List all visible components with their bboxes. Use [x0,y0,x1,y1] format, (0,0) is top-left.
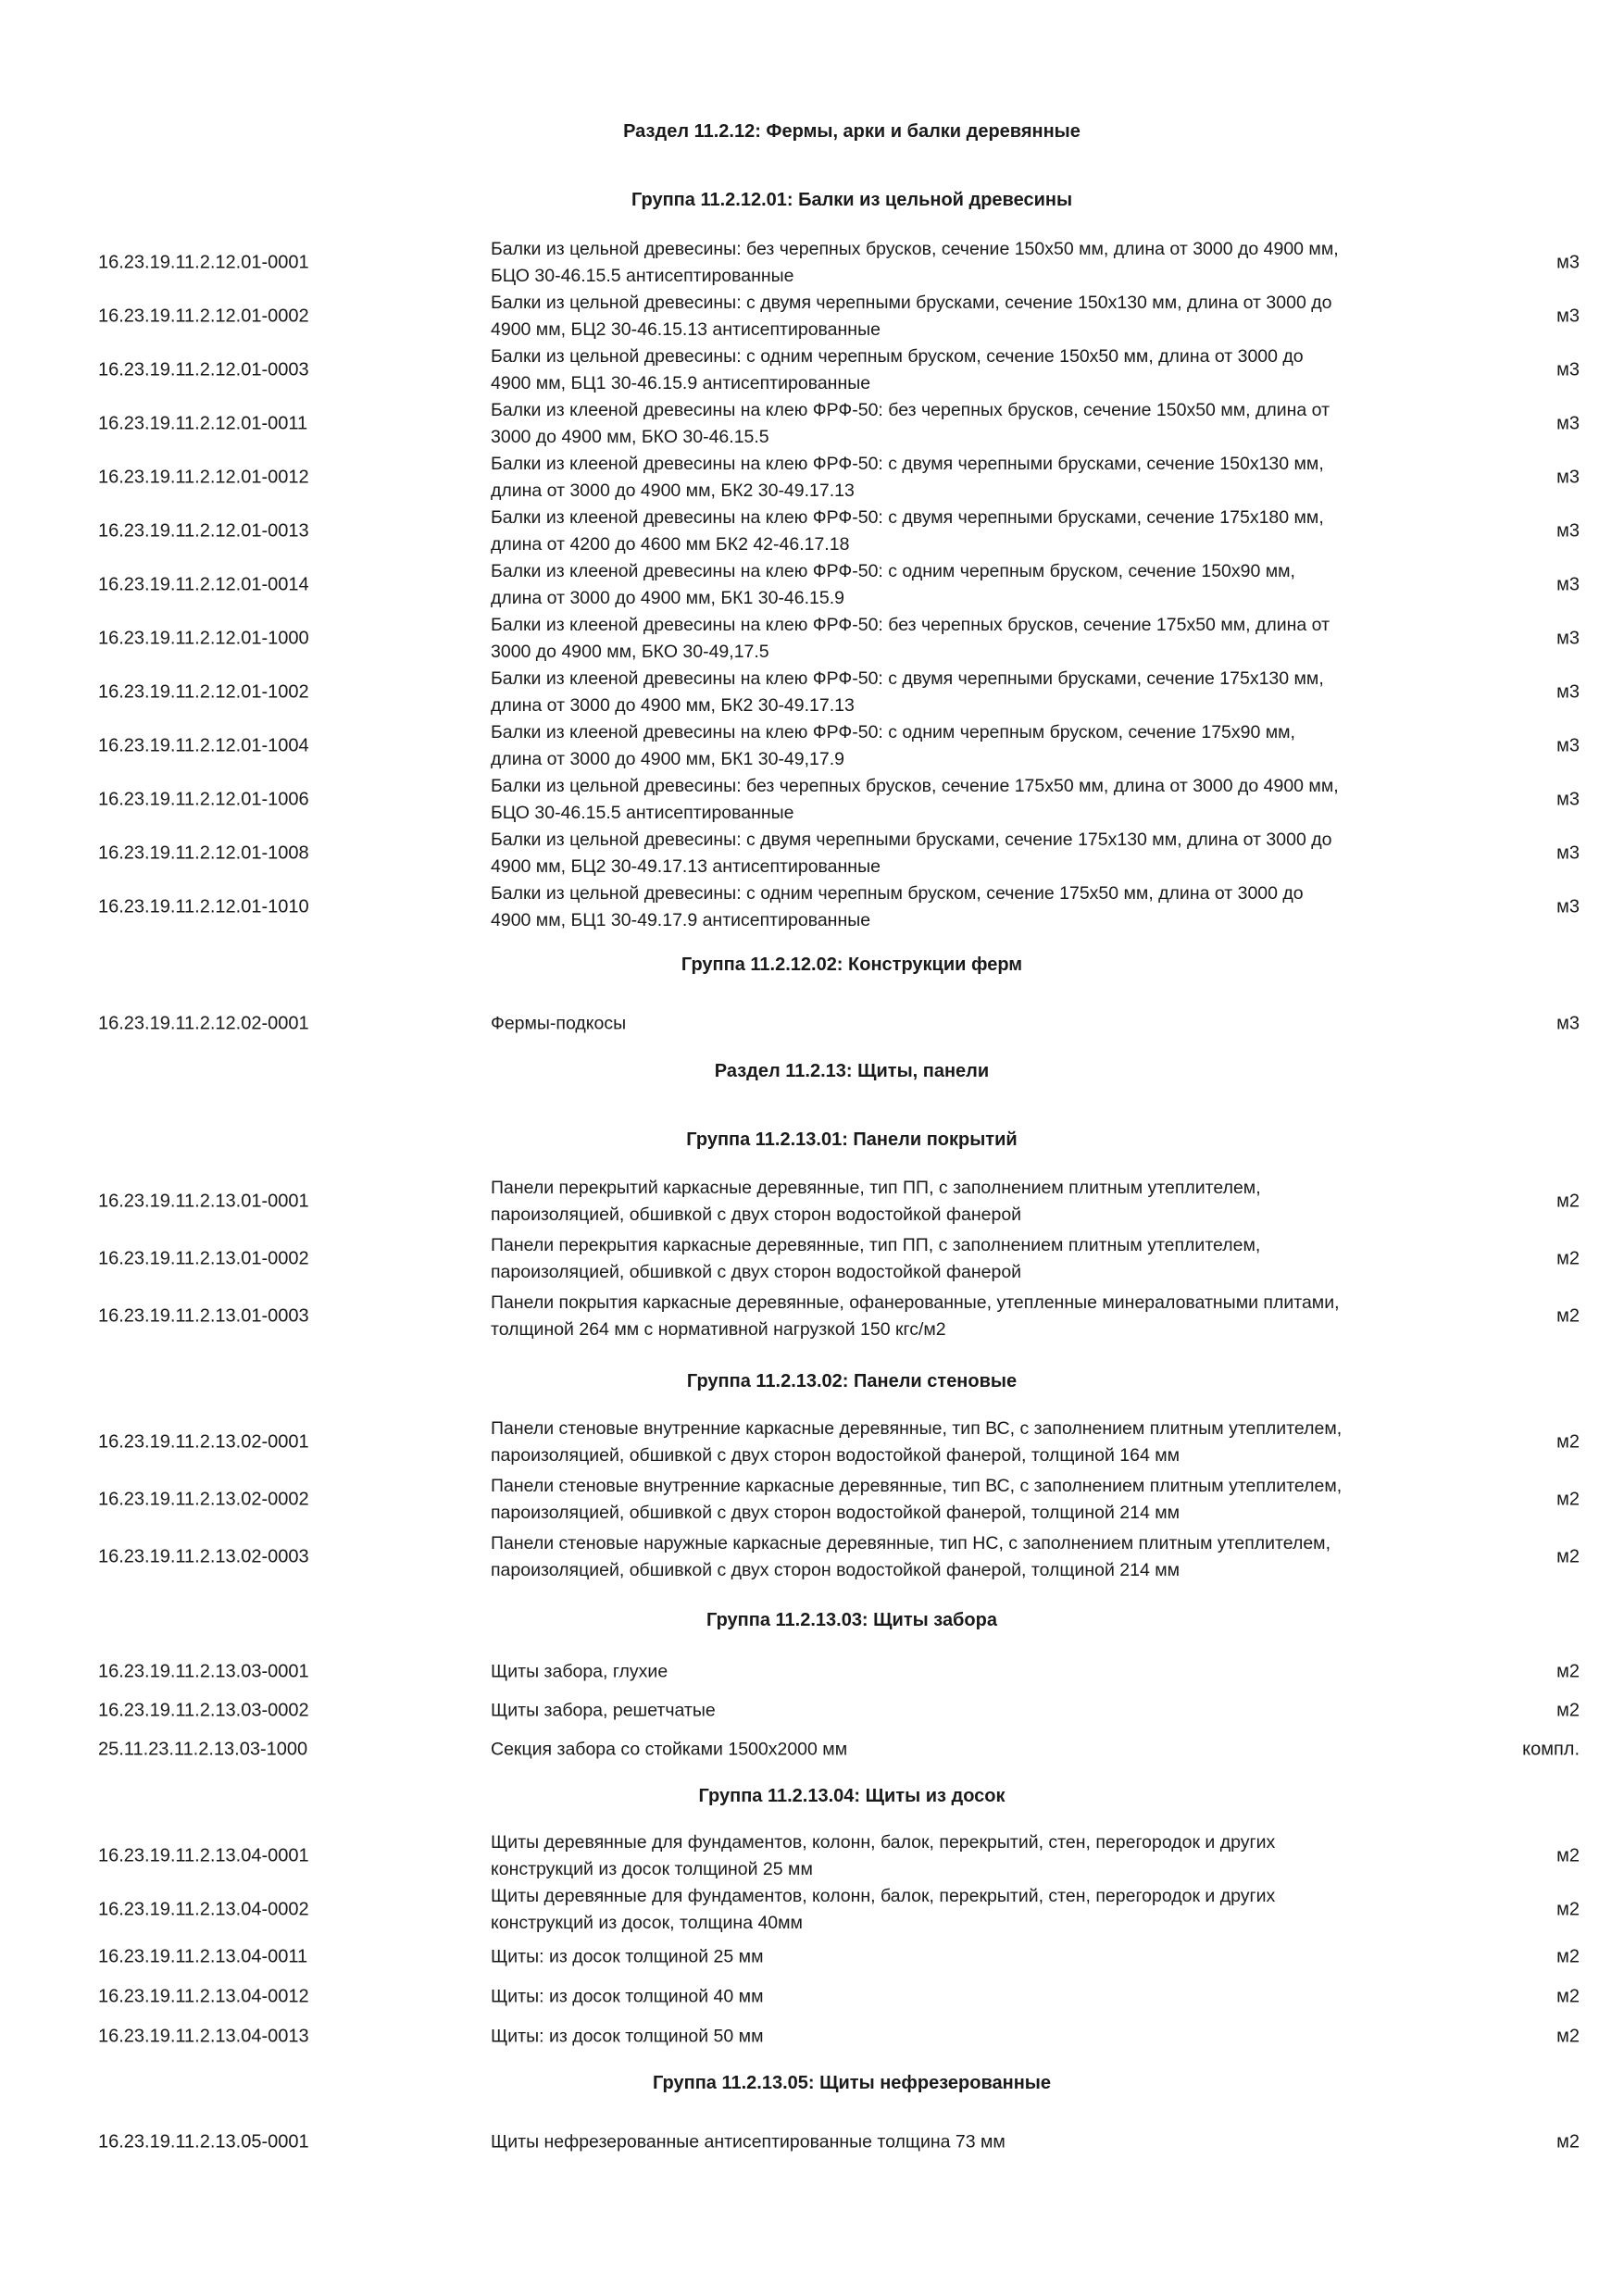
row-name: Балки из клееной древесины на клею ФРФ-50: с двумя черепными брусками, сечение 175x180 мм, длина от 4200 до 4600 мм БК2 42-46.17.18 [491,507,1324,555]
table-row [0,397,1624,451]
row-name: Щиты деревянные для фундаментов, колонн, балок, перекрытий, стен, перегородок и других конструкций из досок толщиной 25 мм [491,1832,1276,1879]
row-name: Панели перекрытия каркасные деревянные, тип ПП, с заполнением плитным утеплителем, пароизоляцией, обшивкой с двух сторон водостойкой фанерой [491,1235,1261,1282]
row-name: Щиты деревянные для фундаментов, колонн, балок, перекрытий, стен, перегородок и других конструкций из досок, толщина 40мм [491,1886,1276,1933]
table-row [0,1288,1624,1345]
row-unit: м2 [1556,1305,1580,1327]
row-name: Балки из цельной древесины: с двумя черепными брусками, сечение 175x130 мм, длина от 3000 до 4900 мм, БЦ2 30-49.17.13 антисептированные [491,830,1332,877]
row-name: Балки из клееной древесины на клею ФРФ-50: с одним черепным бруском, сечение 175x90 мм, длина от 3000 до 4900 мм, БК1 30-49,17.9 [491,722,1295,769]
row-unit: м2 [1556,2131,1580,2152]
row-unit: м3 [1556,306,1580,327]
table-row [0,343,1624,397]
row-code: 16.23.19.11.2.13.04-0001 [98,1845,309,1866]
table-row [0,1471,1624,1529]
group-heading: Группа 11.2.13.04: Щиты из досок [698,1786,1006,1806]
row-unit: м3 [1556,628,1580,649]
row-code: 16.23.19.11.2.12.01-0001 [98,252,309,273]
row-code: 16.23.19.11.2.12.01-0011 [98,413,308,434]
row-name: Щиты забора, решетчатые [491,1700,716,1721]
row-name: Панели стеновые внутренние каркасные деревянные, тип ВС, с заполнением плитным утеплителем, пароизоляцией, обшивкой с двух сторон водостойкой фанерой, толщиной 214 мм [491,1476,1343,1523]
row-name: Щиты: из досок толщиной 25 мм [491,1946,764,1967]
row-code: 16.23.19.11.2.13.03-0001 [98,1661,309,1682]
row-code: 16.23.19.11.2.12.02-0001 [98,1013,309,1034]
row-unit: м2 [1556,1899,1580,1920]
row-code: 16.23.19.11.2.12.01-1006 [98,789,309,810]
table-row [0,773,1624,827]
row-unit: м2 [1556,1191,1580,1212]
table-row [0,1173,1624,1230]
group-heading: Группа 11.2.12.02: Конструкции ферм [681,955,1023,975]
row-code: 16.23.19.11.2.13.02-0001 [98,1431,309,1453]
row-code: 16.23.19.11.2.13.02-0003 [98,1546,309,1567]
row-name: Секция забора со стойками 1500x2000 мм [491,1739,848,1760]
row-name: Щиты забора, глухие [491,1661,668,1682]
row-code: 16.23.19.11.2.13.04-0002 [98,1899,309,1920]
row-name: Балки из цельной древесины: без черепных брусков, сечение 175x50 мм, длина от 3000 до 4900 мм, БЦО 30-46.15.5 антисептированные [491,776,1339,823]
row-name: Фермы-подкосы [491,1013,627,1034]
table-row [0,1937,1624,1978]
row-unit: м3 [1556,413,1580,434]
row-unit: м2 [1556,1661,1580,1682]
row-code: 16.23.19.11.2.13.01-0002 [98,1248,309,1269]
table-row [0,558,1624,612]
row-code: 16.23.19.11.2.12.01-0002 [98,306,309,327]
table-row [0,1529,1624,1586]
row-unit: м3 [1556,520,1580,542]
row-unit: м3 [1556,467,1580,488]
row-unit: м3 [1556,896,1580,917]
table-row [0,2016,1624,2057]
row-name: Щиты: из досок толщиной 40 мм [491,1986,764,2007]
row-unit: м3 [1556,681,1580,703]
table-row [0,1829,1624,1883]
group-heading: Группа 11.2.13.03: Щиты забора [706,1610,997,1630]
row-code: 16.23.19.11.2.13.03-0002 [98,1700,309,1721]
table-row [0,1977,1624,2017]
row-code: 16.23.19.11.2.13.01-0001 [98,1191,309,1212]
row-code: 16.23.19.11.2.13.01-0003 [98,1305,309,1327]
row-code: 16.23.19.11.2.12.01-1002 [98,681,309,703]
row-name: Панели стеновые внутренние каркасные деревянные, тип ВС, с заполнением плитным утеплителем, пароизоляцией, обшивкой с двух сторон водостойкой фанерой, толщиной 164 мм [491,1418,1343,1466]
row-name: Балки из цельной древесины: с одним черепным бруском, сечение 175x50 мм, длина от 3000 до 4900 мм, БЦ1 30-49.17.9 антисептированные [491,883,1304,930]
table-row [0,1729,1624,1770]
row-code: 16.23.19.11.2.12.01-0013 [98,520,309,542]
section-heading: Раздел 11.2.13: Щиты, панели [714,1061,990,1081]
row-unit: м2 [1556,1248,1580,1269]
table-row [0,719,1624,773]
row-name: Балки из клееной древесины на клею ФРФ-50: с одним черепным бруском, сечение 150x90 мм, длина от 3000 до 4900 мм, БК1 30-46.15.9 [491,561,1295,608]
row-code: 16.23.19.11.2.13.05-0001 [98,2131,309,2152]
row-name: Балки из клееной древесины на клею ФРФ-50: без черепных брусков, сечение 175x50 мм, длина от 3000 до 4900 мм, БКО 30-49,17.5 [491,615,1330,662]
table-row [0,880,1624,934]
row-code: 16.23.19.11.2.12.01-1000 [98,628,309,649]
table-row [0,1004,1624,1044]
row-code: 16.23.19.11.2.12.01-0012 [98,467,309,488]
row-name: Балки из клееной древесины на клею ФРФ-50: с двумя черепными брусками, сечение 175x130 мм, длина от 3000 до 4900 мм, БК2 30-49.17.13 [491,668,1324,716]
row-code: 16.23.19.11.2.13.02-0002 [98,1489,309,1510]
group-heading: Группа 11.2.13.01: Панели покрытий [686,1129,1018,1150]
table-row [0,1883,1624,1937]
row-unit: м3 [1556,1013,1580,1034]
row-code: 16.23.19.11.2.12.01-1010 [98,896,309,917]
row-unit: м2 [1556,1431,1580,1453]
row-unit: м3 [1556,574,1580,595]
row-code: 16.23.19.11.2.13.04-0013 [98,2026,309,2047]
row-unit: м3 [1556,842,1580,864]
row-name: Балки из клееной древесины на клею ФРФ-50: без черепных брусков, сечение 150x50 мм, длина от 3000 до 4900 мм, БКО 30-46.15.5 [491,400,1330,447]
table-row [0,666,1624,719]
row-name: Панели стеновые наружные каркасные деревянные, тип НС, с заполнением плитным утеплителем, пароизоляцией, обшивкой с двух сторон водостойкой фанерой, толщиной 214 мм [491,1533,1330,1580]
table-row [0,2122,1624,2163]
row-unit: м2 [1556,2026,1580,2047]
table-row [0,236,1624,290]
row-name: Щиты: из досок толщиной 50 мм [491,2026,764,2047]
row-unit: м2 [1556,1546,1580,1567]
row-name: Балки из клееной древесины на клею ФРФ-50: с двумя черепными брусками, сечение 150x130 мм, длина от 3000 до 4900 мм, БК2 30-49.17.13 [491,454,1324,501]
row-code: 16.23.19.11.2.12.01-0003 [98,359,309,381]
table-row [0,612,1624,666]
table-row [0,1414,1624,1471]
section-heading: Раздел 11.2.12: Фермы, арки и балки деревянные [623,121,1081,142]
table-row [0,1652,1624,1692]
row-name: Балки из цельной древесины: с двумя черепными брусками, сечение 150x130 мм, длина от 3000 до 4900 мм, БЦ2 30-46.15.13 антисептированные [491,293,1332,340]
group-heading: Группа 11.2.12.01: Балки из цельной древесины [631,190,1073,210]
table-row [0,451,1624,505]
row-name: Панели покрытия каркасные деревянные, офанерованные, утепленные минераловатными плитами, толщиной 264 мм с нормативной нагрузкой 150 кгс/м2 [491,1292,1340,1340]
table-row [0,827,1624,880]
row-code: 16.23.19.11.2.12.01-0014 [98,574,309,595]
row-name: Балки из цельной древесины: без черепных брусков, сечение 150x50 мм, длина от 3000 до 4900 мм, БЦО 30-46.15.5 антисептированные [491,239,1339,286]
row-unit: компл. [1522,1739,1580,1760]
row-unit: м3 [1556,735,1580,756]
table-row [0,1230,1624,1288]
row-name: Панели перекрытий каркасные деревянные, тип ПП, с заполнением плитным утеплителем, пароизоляцией, обшивкой с двух сторон водостойкой фанерой [491,1178,1261,1225]
row-unit: м2 [1556,1946,1580,1967]
row-unit: м3 [1556,789,1580,810]
row-unit: м2 [1556,1700,1580,1721]
table-row [0,505,1624,558]
row-name: Балки из цельной древесины: с одним черепным бруском, сечение 150x50 мм, длина от 3000 до 4900 мм, БЦ1 30-46.15.9 антисептированные [491,346,1304,393]
row-unit: м2 [1556,1986,1580,2007]
group-heading: Группа 11.2.13.02: Панели стеновые [686,1371,1018,1391]
table-row [0,290,1624,343]
row-unit: м3 [1556,252,1580,273]
row-code: 16.23.19.11.2.12.01-1008 [98,842,309,864]
row-code: 16.23.19.11.2.13.04-0012 [98,1986,309,2007]
row-unit: м2 [1556,1845,1580,1866]
row-code: 16.23.19.11.2.12.01-1004 [98,735,309,756]
group-heading: Группа 11.2.13.05: Щиты нефрезерованные [652,2073,1052,2093]
row-code: 25.11.23.11.2.13.03-1000 [98,1739,308,1760]
row-unit: м3 [1556,359,1580,381]
table-row [0,1691,1624,1731]
row-name: Щиты нефрезерованные антисептированные толщина 73 мм [491,2131,1006,2152]
row-unit: м2 [1556,1489,1580,1510]
row-code: 16.23.19.11.2.13.04-0011 [98,1946,308,1967]
